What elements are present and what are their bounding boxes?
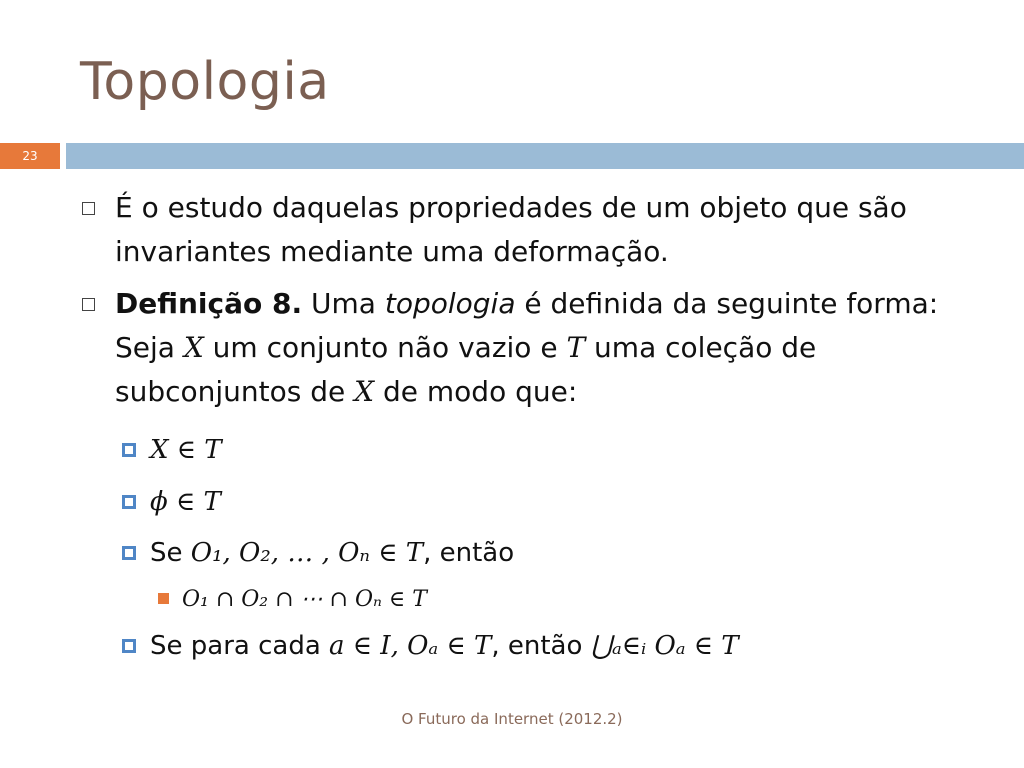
square-bullet-icon: [122, 443, 136, 457]
bullet-2-text: de modo que:: [374, 375, 578, 408]
bullet-2-text: é definida da seguinte forma: Seja: [115, 287, 939, 364]
sub-bullet-4-text: , então: [491, 631, 591, 661]
sub-bullet-4-math: ⋃ₐ∈ᵢ Oₐ ∈ T: [590, 631, 739, 661]
sub-bullet-3-text: Se: [150, 538, 191, 568]
sub-bullet-2: [150, 480, 950, 524]
sub-sub-bullet-1-math: O₁ ∩ O₂ ∩ ⋯ ∩ Oₙ ∈ T: [182, 587, 427, 612]
square-bullet-icon: [82, 202, 95, 215]
square-bullet-icon: [122, 495, 136, 509]
bullet-1: [115, 186, 995, 274]
definition-label: Definição 8.: [115, 287, 303, 320]
bullet-2-text: um conjunto não vazio e: [203, 331, 567, 364]
square-bullet-icon: [122, 639, 136, 653]
math-x: X: [183, 331, 204, 364]
sub-bullet-3-math: O₁, O₂, … , Oₙ ∈ T: [190, 538, 424, 568]
bullet-1-text: É o estudo daquelas propriedades de um objeto que são invariantes mediante uma deformação.: [115, 191, 907, 268]
filled-square-bullet-icon: [158, 593, 169, 604]
header-bar: [66, 143, 1024, 169]
slide-number: 23: [0, 143, 60, 169]
bullet-2-text: uma coleção de subconjuntos de: [115, 331, 817, 408]
sub-bullet-4-text: Se para cada: [150, 631, 330, 661]
slide-footer: O Futuro da Internet (2012.2): [401, 710, 623, 728]
sub-bullet-4: [150, 624, 950, 668]
math-t: T: [566, 331, 586, 364]
slide-title: Topologia: [80, 52, 330, 112]
sub-sub-bullet-1: [182, 578, 942, 622]
sub-bullet-3-text: , então: [423, 538, 515, 568]
math-x: X: [354, 375, 375, 408]
square-bullet-icon: [82, 298, 95, 311]
bullet-2-text: Uma: [302, 287, 385, 320]
square-bullet-icon: [122, 546, 136, 560]
sub-bullet-3: [150, 531, 950, 575]
sub-bullet-2-math: ϕ ∈ T: [150, 487, 221, 517]
bullet-2: [115, 282, 995, 414]
sub-bullet-1: [150, 428, 950, 472]
sub-bullet-1-math: X ∈ T: [150, 435, 222, 465]
sub-bullet-4-math: a ∈ I, Oₐ ∈ T: [329, 631, 492, 661]
term-topologia: topologia: [384, 287, 516, 320]
